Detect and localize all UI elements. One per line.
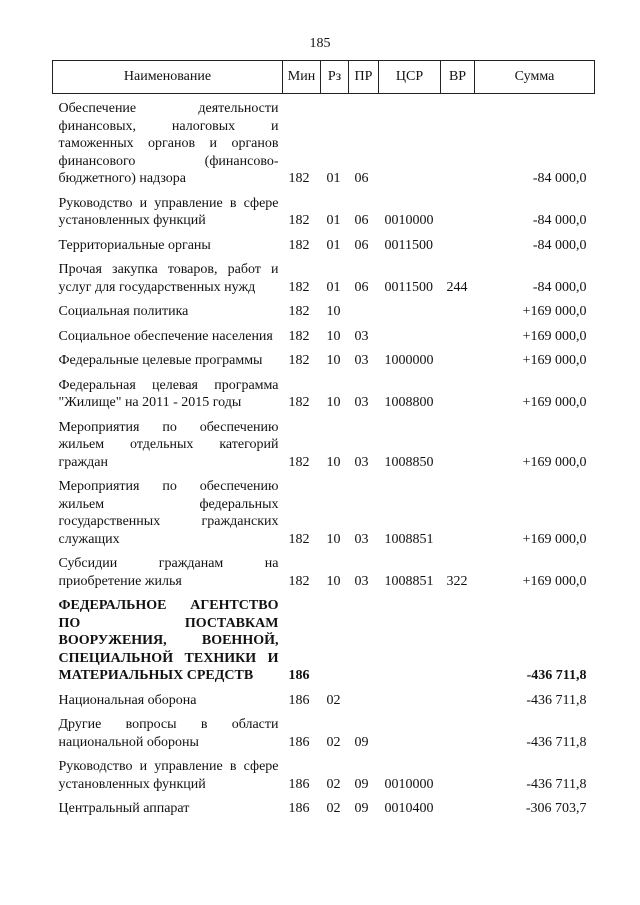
cell-csr: 1008851 (384, 531, 434, 547)
cell-min: 182 (288, 171, 310, 186)
header-vr: ВР (441, 61, 475, 94)
cell-name: Руководство и управление в сфере установленных функций (58, 759, 279, 792)
cell-pr (349, 597, 379, 692)
cell-name: Мероприятия по обеспечению жильем отдельных категорий граждан (58, 419, 279, 470)
cell-min: 182 (288, 237, 310, 253)
cell-rz: 01 (326, 213, 341, 228)
cell-vr (441, 758, 475, 800)
cell-csr: 0011500 (384, 237, 433, 253)
cell-pr: 06 (354, 279, 369, 295)
cell-rz: 10 (326, 328, 341, 344)
cell-sum: +169 000,0 (522, 454, 587, 470)
cell-vr (441, 328, 475, 353)
table-body (53, 94, 595, 825)
cell-rz: 10 (326, 395, 341, 410)
cell-name: Мероприятия по обеспечению жильем федеральных государственных гражданских служащих (58, 479, 279, 547)
cell-min: 182 (288, 328, 310, 344)
cell-pr: 06 (354, 237, 369, 253)
cell-min: 182 (288, 454, 310, 470)
cell-csr: 1000000 (384, 353, 434, 368)
table-row (53, 195, 595, 237)
cell-vr (441, 692, 475, 717)
cell-vr (441, 195, 475, 237)
cell-name: Другие вопросы в области национальной обороны (58, 717, 279, 750)
cell-vr (441, 478, 475, 555)
cell-min: 186 (288, 734, 310, 750)
cell-pr: 09 (354, 776, 369, 792)
cell-min: 186 (288, 692, 310, 708)
cell-rz: 10 (326, 573, 341, 589)
cell-sum: +169 000,0 (522, 395, 587, 410)
cell-sum: +169 000,0 (522, 304, 587, 319)
cell-sum: -436 711,8 (526, 668, 587, 683)
cell-name: Федеральные целевые программы (58, 353, 263, 368)
cell-pr: 03 (354, 531, 369, 547)
cell-min: 182 (288, 395, 310, 410)
cell-vr (441, 597, 475, 692)
table-row (53, 352, 595, 377)
cell-csr (379, 597, 441, 692)
header-pr: ПР (349, 61, 379, 94)
cell-sum: -84 000,0 (532, 213, 587, 228)
cell-csr: 1008851 (384, 573, 434, 589)
cell-vr (441, 716, 475, 758)
cell-min: 182 (288, 213, 310, 228)
cell-pr (349, 303, 379, 328)
cell-min: 186 (288, 801, 310, 816)
table-row (53, 419, 595, 479)
header-rz: Рз (321, 61, 349, 94)
cell-vr: 244 (446, 279, 468, 295)
cell-rz: 01 (326, 171, 341, 186)
cell-sum: -84 000,0 (532, 171, 587, 186)
cell-sum: -436 711,8 (526, 776, 587, 792)
table-header (53, 61, 595, 94)
cell-vr: 322 (446, 573, 468, 589)
table-row (53, 692, 595, 717)
cell-vr (441, 419, 475, 479)
cell-sum: -84 000,0 (532, 237, 587, 253)
cell-csr (379, 716, 441, 758)
cell-csr (379, 303, 441, 328)
cell-vr (441, 303, 475, 328)
cell-vr (441, 94, 475, 195)
cell-pr: 03 (354, 353, 369, 368)
table-row (53, 303, 595, 328)
cell-rz: 10 (326, 531, 341, 547)
cell-vr (441, 800, 475, 825)
table-row (53, 478, 595, 555)
cell-csr: 0011500 (384, 279, 433, 295)
cell-vr (441, 352, 475, 377)
table-row (53, 328, 595, 353)
cell-rz: 01 (326, 279, 341, 295)
cell-rz: 10 (326, 353, 341, 368)
cell-pr (349, 692, 379, 717)
cell-rz: 02 (326, 692, 341, 708)
cell-sum: +169 000,0 (522, 328, 587, 344)
cell-sum: -436 711,8 (526, 692, 587, 708)
cell-name: Обеспечение деятельности финансовых, налоговых и таможенных органов и органов финансового (финансово-бюджетного) надзора (58, 101, 279, 186)
cell-name: Субсидии гражданам на приобретение жилья (58, 556, 279, 589)
header-csr: ЦСР (379, 61, 441, 94)
table-row (53, 237, 595, 262)
table-row (53, 716, 595, 758)
cell-min: 182 (288, 353, 310, 368)
cell-name: Социальная политика (58, 304, 189, 319)
table-row (53, 94, 595, 195)
table-row (53, 800, 595, 825)
cell-sum: -436 711,8 (526, 734, 587, 750)
cell-sum: -84 000,0 (532, 279, 587, 295)
header-sum: Сумма (475, 61, 595, 94)
table-row (53, 758, 595, 800)
cell-rz: 01 (326, 237, 341, 253)
cell-vr (441, 237, 475, 262)
cell-name: Центральный аппарат (58, 801, 190, 816)
cell-min: 182 (288, 304, 310, 319)
cell-pr: 03 (354, 328, 369, 344)
table-row (53, 597, 595, 692)
cell-rz: 02 (326, 776, 341, 792)
cell-name: Федеральная целевая программа "Жилище" на 2011 - 2015 годы (58, 377, 279, 410)
cell-min: 186 (288, 776, 310, 792)
cell-name: Руководство и управление в сфере установленных функций (58, 195, 279, 228)
cell-pr: 09 (354, 734, 369, 750)
cell-rz: 10 (326, 454, 341, 470)
cell-pr: 03 (354, 454, 369, 470)
cell-csr (379, 94, 441, 195)
page-number: 185 (309, 36, 331, 51)
cell-name: Территориальные органы (58, 237, 211, 253)
cell-rz: 02 (326, 801, 341, 816)
cell-csr: 0010400 (384, 801, 434, 816)
cell-csr: 0010000 (384, 213, 434, 228)
table-row (53, 555, 595, 597)
cell-sum: +169 000,0 (522, 531, 587, 547)
cell-min: 182 (288, 573, 310, 589)
cell-min: 186 (288, 668, 310, 683)
cell-pr: 03 (354, 573, 369, 589)
cell-name: ФЕДЕРАЛЬНОЕ АГЕНТСТВО ПО ПОСТАВКАМ ВООРУЖЕНИЯ, ВОЕННОЙ, СПЕЦИАЛЬНОЙ ТЕХНИКИ И МАТЕРИАЛЬНЫХ СРЕДСТВ (58, 598, 279, 683)
cell-pr: 06 (354, 171, 369, 186)
cell-rz: 10 (326, 304, 341, 319)
table-row (53, 377, 595, 419)
cell-pr: 09 (354, 801, 369, 816)
cell-sum: -306 703,7 (525, 801, 587, 816)
cell-min: 182 (288, 279, 310, 295)
cell-name: Социальное обеспечение населения (58, 328, 273, 344)
header-min: Мин (283, 61, 321, 94)
cell-csr: 0010000 (384, 776, 434, 792)
header-name: Наименование (53, 61, 283, 94)
cell-min: 182 (288, 531, 310, 547)
budget-table (52, 60, 595, 825)
cell-csr (379, 328, 441, 353)
cell-pr: 03 (354, 395, 369, 410)
cell-csr: 1008850 (384, 454, 434, 470)
cell-name: Прочая закупка товаров, работ и услуг для государственных нужд (58, 262, 279, 295)
cell-csr (379, 692, 441, 717)
cell-csr: 1008800 (384, 395, 434, 410)
cell-rz: 02 (326, 734, 341, 750)
cell-pr: 06 (354, 213, 369, 228)
cell-rz (321, 597, 349, 692)
cell-sum: +169 000,0 (522, 353, 587, 368)
cell-vr (441, 377, 475, 419)
cell-name: Национальная оборона (58, 692, 197, 708)
table-row (53, 261, 595, 303)
cell-sum: +169 000,0 (522, 573, 587, 589)
